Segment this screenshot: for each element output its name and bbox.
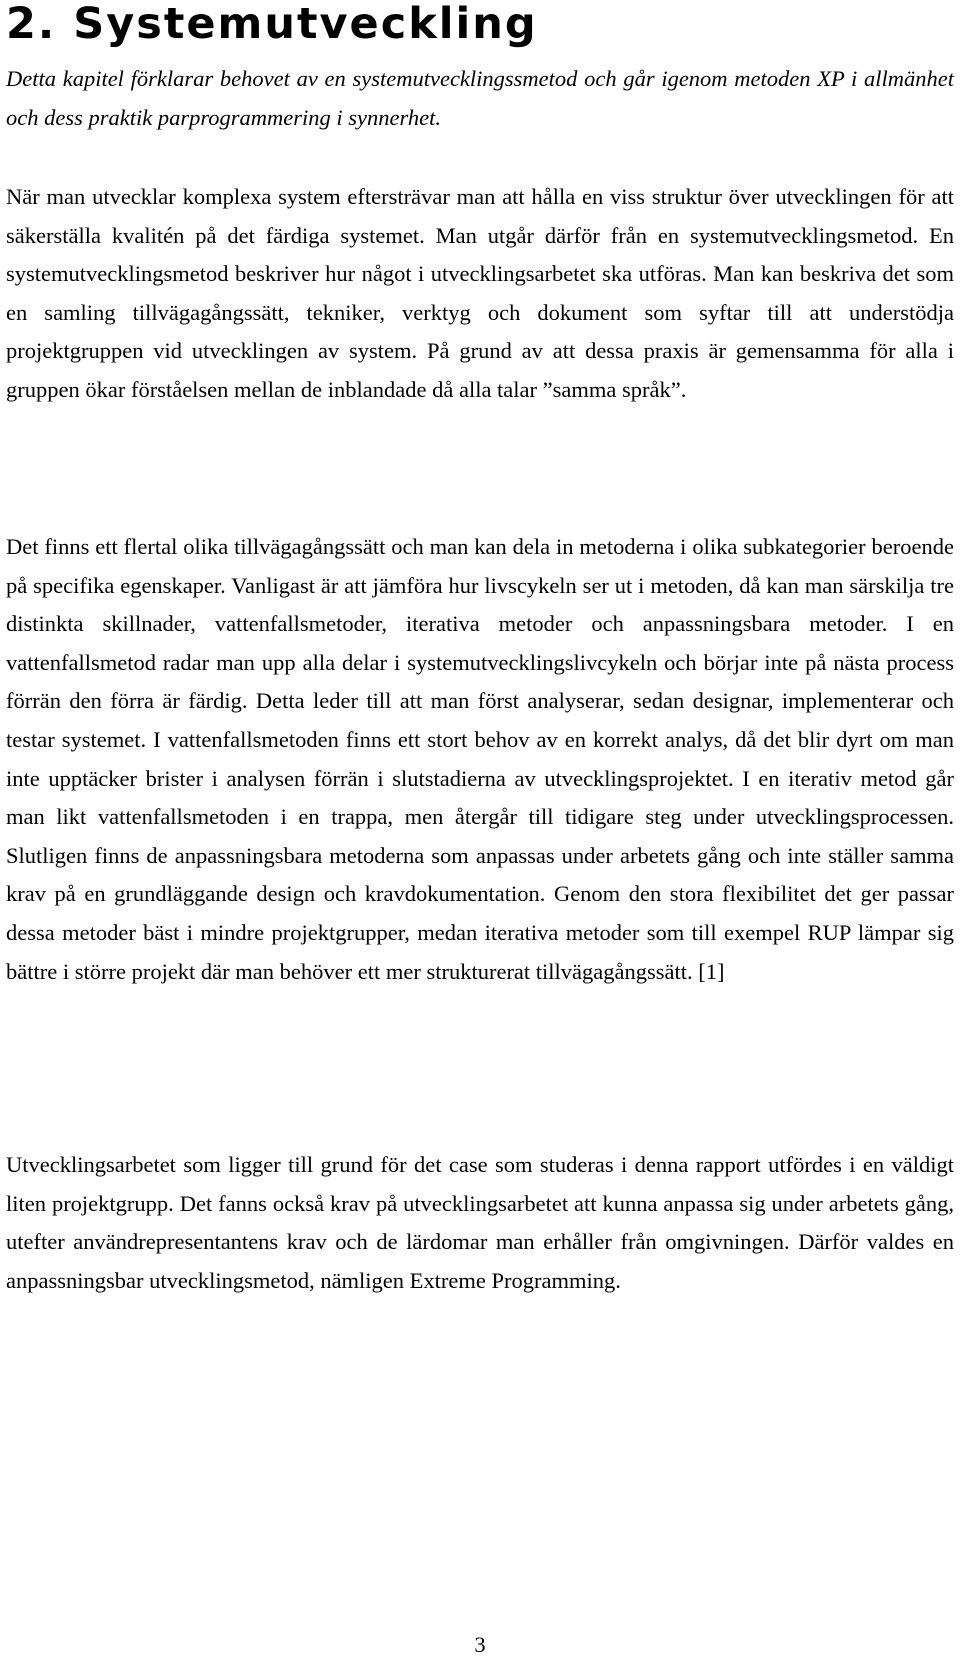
paragraph-method-categories: Det finns ett flertal olika tillvägagångssätt och man kan dela in metoderna i olika subkategorier beroende på specifika egenskaper. Vanligast är att jämföra hur livscykeln ser ut i metoden, då kan man särskilja tre distinkta skillnader, vattenfallsmetoder, iterativa metoder och anpassningsbara metoder. I en vattenfallsmetod radar man upp alla delar i systemutvecklingslivcykeln och börjar inte på nästa process förrän den förra är färdig. Detta leder till att man först analyserar, sedan designar, implementerar och testar systemet. I vattenfallsmetoden finns ett stort behov av en korrekt analys, då det blir dyrt om man inte upptäcker brister i analysen förrän i slutstadierna av utvecklingsprojektet. I en iterativ metod går man likt vattenfallsmetoden i en trappa, men återgår till tidigare steg under utvecklingsprocessen. Slutligen finns de anpassningsbara metoderna som anpassas under arbetets gång och inte ställer samma krav på en grundläggande design och kravdokumentation. Genom den stora flexibilitet det ger passar dessa metoder bäst i mindre projektgrupper, medan iterativa metoder som till exempel RUP lämpar sig bättre i större projekt där man behöver ett mer strukturerat tillvägagångssätt. [1]	[6, 534, 954, 984]
paragraph-system-development-method: När man utvecklar komplexa system eftersträvar man att hålla en viss struktur över utvecklingen för att säkerställa kvalitén på det färdiga systemet. Man utgår därför från en systemutvecklingsmetod. En systemutvecklingsmetod beskriver hur något i utvecklingsarbetet ska utföras. Man kan beskriva det som en samling tillvägagångssätt, tekniker, verktyg och dokument som syftar till att understödja projektgruppen vid utvecklingen av system. På grund av att dessa praxis är gemensamma för alla i gruppen ökar förståelsen mellan de inblandade då alla talar ”samma språk”.	[6, 184, 954, 402]
chapter-intro: Detta kapitel förklarar behovet av en systemutvecklingssmetod och går igenom metoden XP i allmänhet och dess praktik parprogrammering i synnerhet.	[6, 66, 954, 130]
paragraph-case-method-choice: Utvecklingsarbetet som ligger till grund för det case som studeras i denna rapport utfördes i en väldigt liten projektgrupp. Det fanns också krav på utvecklingsarbetet att kunna anpassa sig under arbetets gång, utefter användrepresentantens krav och de lärdomar man erhåller från omgivningen. Därför valdes en anpassningsbar utvecklingsmetod, nämligen Extreme Programming.	[6, 1152, 954, 1293]
page-number: 3	[474, 1632, 486, 1657]
chapter-title: 2. Systemutveckling	[6, 0, 538, 49]
